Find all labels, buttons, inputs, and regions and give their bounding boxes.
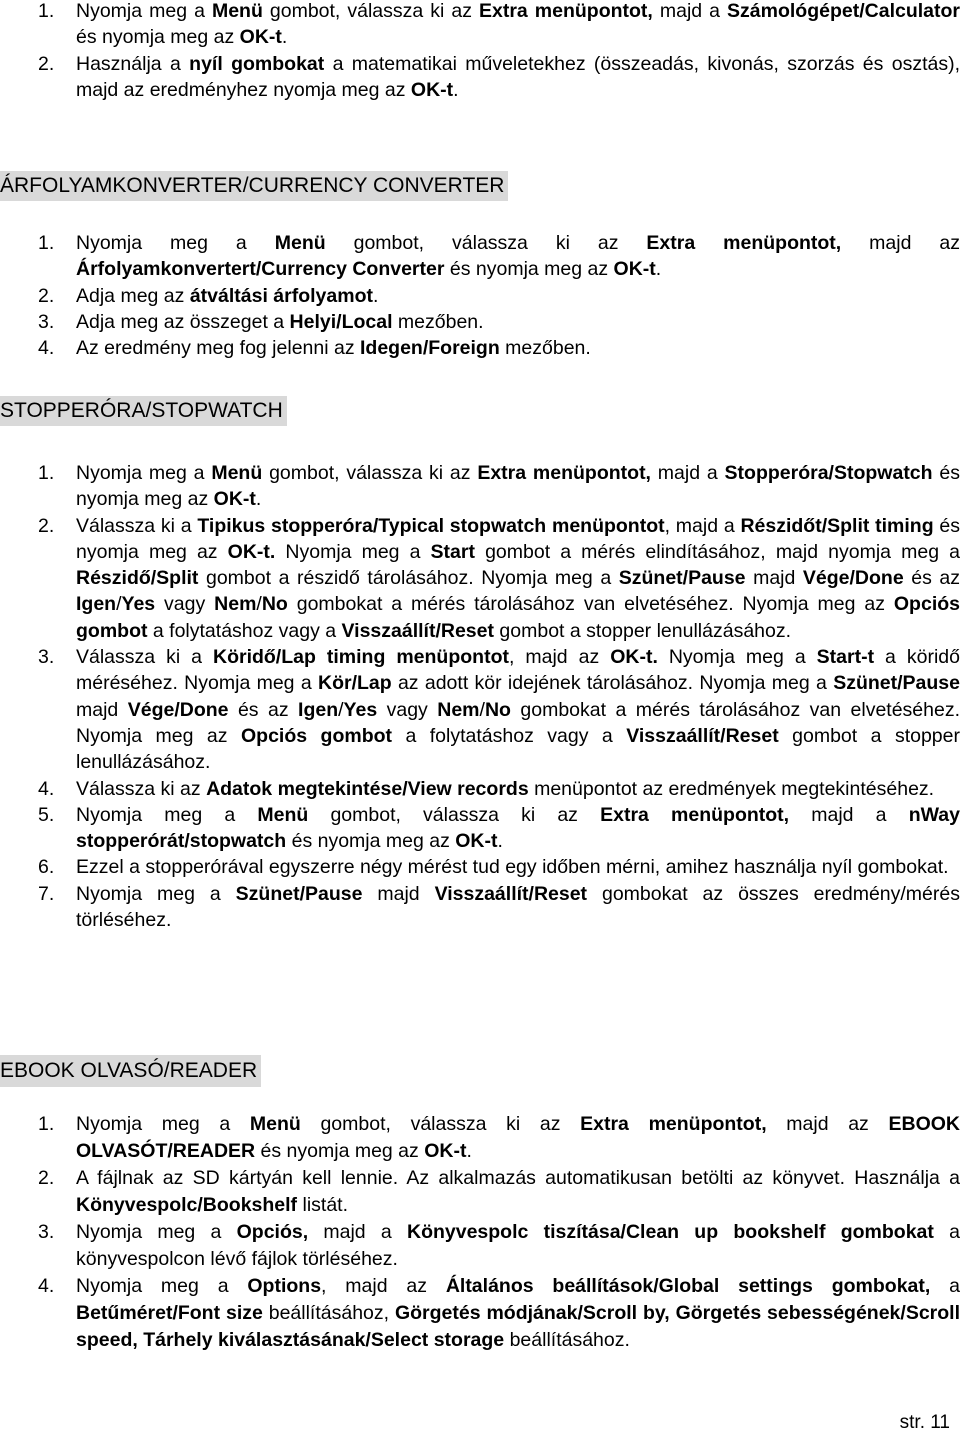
list-item-number: 5.	[38, 803, 55, 826]
list-item	[0, 335, 960, 361]
page-number: str. 11	[899, 1412, 950, 1433]
list-item-number: 4.	[38, 337, 55, 360]
list-item	[0, 1111, 960, 1165]
list-item	[0, 1273, 960, 1354]
list-item	[0, 644, 960, 775]
currency-converter-heading: ÁRFOLYAMKONVERTER/CURRENCY CONVERTER	[0, 171, 508, 201]
list-item-text: Válassza ki a Köridő/Lap timing menüpontot, majd az OK-t. Nyomja meg a Start-t a köridő méréséhez. Nyomja meg a Kör/Lap az adott kör idejének tárolásához. Nyomja meg a Szünet/Pause majd Vége/Done és az Igen/Yes vagy Nem/No gombokat a mérés tárolásához van elvetéséhez. Nyomja meg az Opciós gombot a folytatáshoz vagy a Visszaállít/Reset gombot a stopper lenullázásához.	[76, 646, 960, 774]
list-item-text: Nyomja meg a Menü gombot, válassza ki az Extra menüpontot, majd az Árfolyamkonvertert/Currency Converter és nyomja meg az OK-t.	[76, 232, 960, 281]
list-item	[0, 230, 960, 283]
list-item	[0, 776, 960, 802]
list-item-number: 2.	[38, 1167, 55, 1189]
list-item	[0, 0, 960, 51]
list-item-number: 1.	[38, 462, 55, 484]
list-item-text: Adja meg az átváltási árfolyamot.	[76, 284, 379, 307]
list-item-number: 7.	[38, 882, 55, 905]
currency-converter-steps	[0, 230, 960, 361]
list-item	[0, 1165, 960, 1219]
list-item	[0, 1219, 960, 1273]
list-item-number: 1.	[38, 232, 55, 254]
list-item-text: Használja a nyíl gombokat a matematikai műveletekhez (összeadás, kivonás, szorzás és osztás), majd az eredményhez nyomja meg az OK-t.	[76, 52, 960, 101]
list-item	[0, 51, 960, 104]
list-item-number: 2.	[38, 514, 55, 537]
list-item-number: 4.	[38, 777, 55, 800]
list-item-number: 3.	[38, 646, 55, 669]
list-item-text: Ezzel a stopperórával egyszerre négy mérést tud egy időben mérni, amihez használja nyíl gombokat.	[76, 856, 949, 879]
list-item-number: 2.	[38, 52, 55, 75]
list-item-number: 4.	[38, 1275, 55, 1297]
list-item	[0, 309, 960, 335]
list-item-number: 3.	[38, 1221, 55, 1243]
list-item-number: 3.	[38, 310, 55, 333]
list-item-text: Nyomja meg a Szünet/Pause majd Visszaállít/Reset gombokat az összes eredmény/mérés törléséhez.	[76, 882, 960, 932]
list-item-text: Nyomja meg a Menü gombot, válassza ki az Extra menüpontot, majd a Számológépet/Calculator és nyomja meg az OK-t.	[76, 0, 960, 49]
list-item-number: 6.	[38, 856, 55, 879]
calculator-steps	[0, 0, 960, 103]
list-item-text: Válassza ki a Tipikus stopperóra/Typical stopwatch menüpontot, majd a Részidőt/Split timing és nyomja meg az OK-t. Nyomja meg a Start gombot a mérés elindításához, majd nyomja meg a Részidő/Split gombot a részidő tárolásához. Nyomja meg a Szünet/Pause majd Vége/Done és az Igen/Yes vagy Nem/No gombokat a mérés tárolásához van elvetéséhez. Nyomja meg az Opciós gombot a folytatáshoz vagy a Visszaállít/Reset gombot a stopper lenullázásához.	[76, 514, 960, 642]
list-item-text: Az eredmény meg fog jelenni az Idegen/Foreign mezőben.	[76, 337, 591, 360]
list-item	[0, 881, 960, 934]
list-item	[0, 854, 960, 880]
list-item-number: 2.	[38, 284, 55, 307]
list-item-text: A fájlnak az SD kártyán kell lennie. Az alkalmazás automatikusan betölti az könyvet. Használja a Könyvespolc/Bookshelf listát.	[76, 1167, 960, 1216]
list-item	[0, 283, 960, 309]
list-item-text: Nyomja meg a Menü gombot, válassza ki az Extra menüpontot, majd a nWay stopperórát/stopwatch és nyomja meg az OK-t.	[76, 803, 960, 853]
list-item-text: Nyomja meg a Menü gombot, válassza ki az Extra menüpontot, majd a Stopperóra/Stopwatch és nyomja meg az OK-t.	[76, 462, 960, 511]
list-item-text: Nyomja meg a Options, majd az Általános beállítások/Global settings gombokat, a Betűméret/Font size beállításához, Görgetés módjának/Scroll by, Görgetés sebességének/Scroll speed, Tárhely kiválasztásának/Select storage beállításához.	[76, 1275, 960, 1351]
list-item	[0, 460, 960, 513]
list-item-number: 1.	[38, 0, 55, 22]
list-item-number: 1.	[38, 1113, 55, 1135]
list-item-text: Adja meg az összeget a Helyi/Local mezőben.	[76, 310, 484, 333]
list-item-text: Nyomja meg a Menü gombot, válassza ki az Extra menüpontot, majd az EBOOK OLVASÓT/READER és nyomja meg az OK-t.	[76, 1113, 960, 1162]
stopwatch-heading: STOPPERÓRA/STOPWATCH	[0, 396, 287, 426]
list-item-text: Nyomja meg a Opciós, majd a Könyvespolc tiszítása/Clean up bookshelf gombokat a könyvespolcon lévő fájlok törléséhez.	[76, 1221, 960, 1270]
list-item	[0, 802, 960, 855]
ebook-reader-heading: EBOOK OLVASÓ/READER	[0, 1055, 261, 1087]
stopwatch-steps	[0, 460, 960, 933]
list-item	[0, 513, 960, 644]
list-item-text: Válassza ki az Adatok megtekintése/View records menüpontot az eredmények megtekintéséhez.	[76, 777, 935, 800]
ebook-reader-steps	[0, 1111, 960, 1354]
